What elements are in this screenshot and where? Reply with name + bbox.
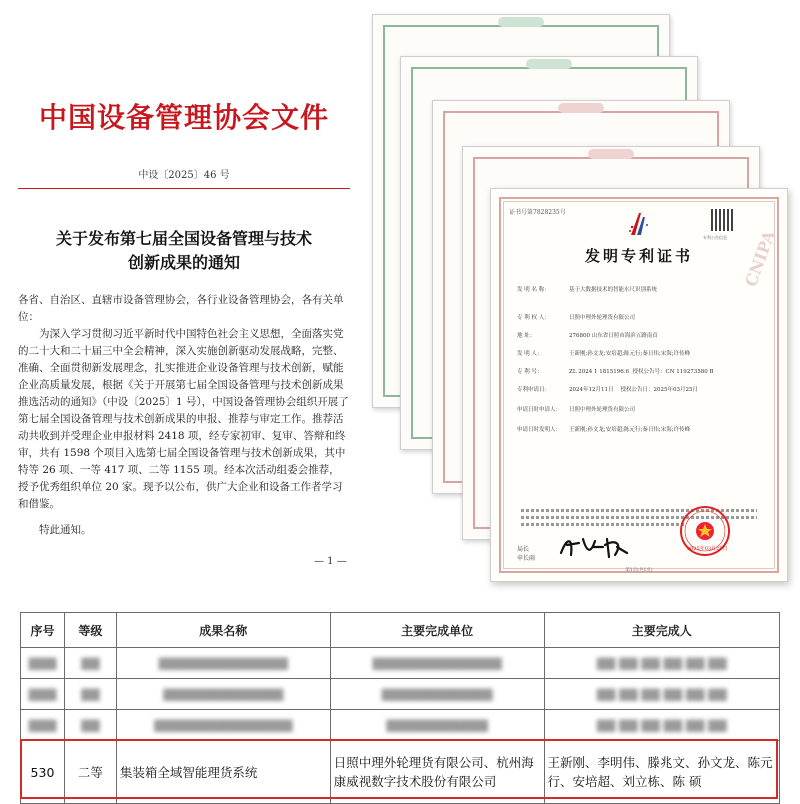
seal-date: 2025年03月25日 bbox=[687, 546, 728, 552]
notice-addressee: 各省、自治区、直辖市设备管理协会，各行业设备管理协会，各有关单位： bbox=[18, 294, 344, 323]
notice-title-line2: 创新成果的通知 bbox=[127, 253, 240, 272]
notice-closing: 特此通知。 bbox=[39, 524, 92, 536]
certificate-title: 发明专利证书 bbox=[584, 247, 693, 265]
table-header-row bbox=[21, 613, 780, 648]
qr-caption: 专利公告信息 bbox=[703, 235, 727, 240]
qr-code bbox=[711, 209, 733, 231]
notice-header: 中国设备管理协会文件 bbox=[38, 101, 329, 134]
cert-row-orig-inventors: 申请日时发明人： 王新刚;孙文龙;安培超;陈元行;秦日伟;宋海;许传峰 bbox=[517, 427, 691, 433]
table-row-blurred: ▇▇▇ ▇▇ ▇▇▇▇▇▇▇▇▇▇▇▇▇ ▇▇▇▇▇▇▇▇▇▇▇▇ ▇▇ ▇▇ ▇▇ ▇▇ ▇▇ ▇▇ bbox=[21, 679, 780, 710]
col-header-unit: 主要完成单位 bbox=[330, 613, 544, 648]
row-unit: 日照中理外轮理货有限公司、杭州海康威视数字技术股份有限公司 bbox=[330, 741, 544, 804]
row-people: 王新刚、李明伟、滕兆文、孙文龙、陈元行、安培超、刘立栋、陈 硕 bbox=[544, 741, 780, 804]
row-no: 530 bbox=[21, 741, 65, 804]
director-label: 局长 申长雨 bbox=[517, 546, 536, 562]
cert-row-inventors: 发 明 人： 王新刚;孙文龙;安培超;陈元行;秦日伟;宋海;许传峰 bbox=[517, 351, 691, 357]
results-table bbox=[20, 612, 780, 804]
notice-document bbox=[18, 88, 350, 588]
row-name: 集装箱全域智能理货系统 bbox=[116, 741, 330, 804]
col-header-no: 序号 bbox=[21, 613, 65, 648]
cnipa-watermark: CNIPA bbox=[741, 227, 779, 290]
table-row-blurred: ▇▇▇ ▇▇ ▇▇▇▇▇▇▇▇▇▇▇▇▇▇▇ ▇▇▇▇▇▇▇▇▇▇▇ ▇▇ ▇▇ ▇▇ ▇▇ ▇▇ ▇▇ bbox=[21, 710, 780, 741]
cert-row-orig-applicant: 申请日时申请人： 日照中理外轮理货有限公司 bbox=[517, 407, 636, 413]
notice-body: 为深入学习贯彻习近平新时代中国特色社会主义思想，全面落实党的二十大和二十届三中全会精神，深入实施创新驱动发展战略，完整、准确、全面贯彻新发展理念，扎实推进企业设备管理与技术创新，赋能企业高质量发展，根据《关于开展第七届全国设备管理与技术创新成果推选活动的通知》（中设〔2025〕1 号），中国设备管理协会组织开展了第七届全国设备管理与技术创新成果的申报、推荐与审定工作。推荐活动共收到并受理企业申报材料 2418 项，经专家初审、复审、答辩和终审，共有 1598 个项目入选第七届全国设备管理与技术创新成果，其中特等 26 项、一等 417 项、二等 1155 项。经本次活动组委会推荐，授予优秀组织单位 20 家。现予以公布，供广大企业和设备工作者学习和借鉴。 bbox=[18, 328, 349, 510]
certificate-page: 第1页(共1页) bbox=[625, 568, 653, 573]
director-signature bbox=[557, 533, 637, 561]
cert-row-address: 地 址： 276800 山东省日照市海滨五路南首 bbox=[517, 333, 658, 339]
cnipa-logo-icon bbox=[627, 211, 651, 237]
doc-number: 中设〔2025〕46 号 bbox=[138, 170, 230, 181]
col-header-level: 等级 bbox=[64, 613, 116, 648]
certificate-serial: 证书号第7828235号 bbox=[509, 209, 566, 216]
col-header-name: 成果名称 bbox=[116, 613, 330, 648]
cert-row-patentee: 专 利 权 人： 日照中理外轮理货有限公司 bbox=[517, 315, 636, 321]
col-header-people: 主要完成人 bbox=[544, 613, 780, 648]
table-row-highlighted bbox=[21, 741, 780, 804]
cert-row-invention: 发 明 名 称： 基于大数据技术的智能水尺识别系统 bbox=[517, 287, 658, 293]
table-row-blurred: ▇▇▇ ▇▇ ▇▇▇▇▇▇▇▇▇▇▇▇▇▇ ▇▇▇▇▇▇▇▇▇▇▇▇▇▇ ▇▇ ▇▇ ▇▇ ▇▇ ▇▇ ▇▇ bbox=[21, 648, 780, 679]
cert-row-dates: 专利申请日： 2024年12月11日 授权公告日：2025年03月25日 bbox=[517, 387, 699, 393]
patent-certificate bbox=[490, 188, 788, 582]
notice-title-line1: 关于发布第七届全国设备管理与技术 bbox=[55, 229, 312, 248]
row-level: 二等 bbox=[64, 741, 116, 804]
cert-row-patent-no: 专 利 号： ZL 2024 1 1815196.6 授权公告号：CN 119273580 B bbox=[517, 369, 714, 375]
red-divider bbox=[18, 188, 350, 189]
notice-page-number: — 1 — bbox=[314, 556, 347, 567]
